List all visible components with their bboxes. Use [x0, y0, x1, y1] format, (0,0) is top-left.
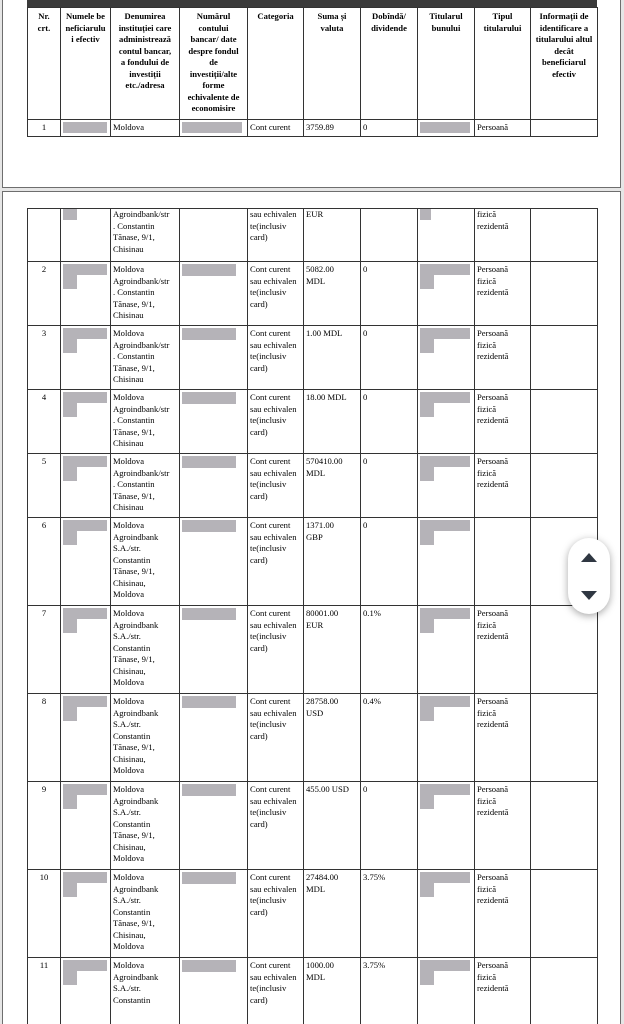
cell-nr: [28, 209, 61, 262]
redaction-block: [63, 784, 107, 795]
redaction-block: [420, 619, 434, 633]
table-row-continued: [28, 209, 598, 262]
cell-category: Cont curent sau echivalen te(inclusiv card): [248, 262, 304, 326]
redaction-block: [182, 392, 236, 404]
cell-nr: 10: [28, 870, 61, 958]
cell-account-redacted: [180, 606, 248, 694]
cell-institution: Moldova Agroindbank S.A./str. Constantin Tănase, 9/1, Chisinau, Moldova: [111, 606, 180, 694]
cell-account-redacted: [180, 209, 248, 262]
table-row: [28, 518, 598, 606]
redaction-block: [182, 608, 236, 620]
cell-sum: 1.00 MDL: [304, 326, 361, 390]
cell-holder-type: Persoană fizică rezidentă: [475, 262, 531, 326]
cell-beneficiary-redacted: [61, 454, 111, 518]
redaction-block: [63, 339, 77, 353]
redaction-block: [63, 619, 77, 633]
cell-beneficiary-redacted: [61, 390, 111, 454]
cell-holder-type: Persoană fizică rezidentă: [475, 958, 531, 1024]
redaction-block: [182, 784, 236, 796]
redaction-block: [420, 264, 470, 275]
redaction-block: [420, 328, 470, 339]
header-sum: Suma și valuta: [304, 8, 361, 120]
cell-interest: 0: [361, 782, 418, 870]
table-row: [28, 326, 598, 390]
cell-category: Cont curent: [248, 120, 304, 137]
cell-nr: 7: [28, 606, 61, 694]
redaction-block: [182, 960, 236, 972]
redaction-block: [420, 872, 470, 883]
cell-account-redacted: [180, 454, 248, 518]
redaction-block: [63, 456, 107, 467]
redaction-block: [420, 883, 434, 897]
redaction-block: [182, 122, 242, 133]
cell-institution: Moldova Agroindbank S.A./str. Constantin Tănase, 9/1, Chisinau, Moldova: [111, 782, 180, 870]
cell-sum: 1371.00 GBP: [304, 518, 361, 606]
cell-interest: 3.75%: [361, 958, 418, 1024]
cell-account-redacted: [180, 694, 248, 782]
cell-account-redacted: [180, 326, 248, 390]
table-row: [28, 262, 598, 326]
table-row: [28, 454, 598, 518]
redaction-block: [182, 872, 236, 884]
cell-holder-type: Persoană fizică rezidentă: [475, 606, 531, 694]
cell-interest: 0: [361, 326, 418, 390]
cell-sum: 80001.00 EUR: [304, 606, 361, 694]
document-page-1: [2, 0, 621, 188]
cell-beneficiary-redacted: [61, 120, 111, 137]
cell-holder-redacted: [418, 326, 475, 390]
cell-nr: 2: [28, 262, 61, 326]
header-institution: Denumirea instituției care administrează contul bancar, a fondului de investiții etc./adresa: [111, 8, 180, 120]
cell-sum: 3759.89: [304, 120, 361, 137]
cell-holder-redacted: [418, 209, 475, 262]
cell-institution: Moldova Agroindbank S.A./str. Constantin Tănase, 9/1, Chisinau, Moldova: [111, 518, 180, 606]
cell-account-redacted: [180, 120, 248, 137]
header-interest: Dobîndă/ dividende: [361, 8, 418, 120]
cell-beneficiary-redacted: [61, 326, 111, 390]
redaction-block: [182, 456, 236, 468]
cell-category: Cont curent sau echivalen te(inclusiv card): [248, 606, 304, 694]
cell-interest: 0: [361, 454, 418, 518]
redaction-block: [420, 467, 434, 481]
cell-holder-redacted: [418, 958, 475, 1024]
redaction-block: [420, 795, 434, 809]
cell-nr: 11: [28, 958, 61, 1024]
cell-beneficiary-redacted: [61, 209, 111, 262]
cell-nr: 4: [28, 390, 61, 454]
cell-sum: 570410.00 MDL: [304, 454, 361, 518]
cell-beneficiary-redacted: [61, 606, 111, 694]
cell-institution: Moldova Agroindbank/str . Constantin Tănase, 9/1, Chisinau: [111, 326, 180, 390]
cell-beneficiary-redacted: [61, 958, 111, 1024]
cell-institution: Moldova Agroindbank S.A./str. Constantin Tănase, 9/1, Chisinau, Moldova: [111, 870, 180, 958]
header-account: Numărul contului bancar/ date despre fondul de investiții/alte forme echivalente de economisire: [180, 8, 248, 120]
cell-sum: 1000.00 MDL: [304, 958, 361, 1024]
cell-institution: Moldova Agroindbank/str . Constantin Tănase, 9/1, Chisinau: [111, 262, 180, 326]
header-nr: Nr. crt.: [28, 8, 61, 120]
cell-institution: Agroindbank/str . Constantin Tănase, 9/1, Chisinau: [111, 209, 180, 262]
cell-account-redacted: [180, 870, 248, 958]
cell-interest: 3.75%: [361, 870, 418, 958]
scroll-down-button[interactable]: [568, 576, 610, 614]
table-row: [28, 120, 598, 137]
cell-sum: 27484.00 MDL: [304, 870, 361, 958]
cell-category: Cont curent sau echivalen te(inclusiv card): [248, 870, 304, 958]
cell-beneficiary-redacted: [61, 518, 111, 606]
cell-interest: 0.4%: [361, 694, 418, 782]
redaction-block: [63, 467, 77, 481]
table-row: [28, 958, 598, 1024]
cell-sum: 28758.00 USD: [304, 694, 361, 782]
table-header-row: [28, 8, 598, 120]
redaction-block: [63, 264, 107, 275]
cell-info: [531, 262, 598, 326]
cell-account-redacted: [180, 390, 248, 454]
cell-nr: 8: [28, 694, 61, 782]
cell-sum: 455.00 USD: [304, 782, 361, 870]
cell-holder-type: Persoană fizică rezidentă: [475, 870, 531, 958]
redaction-block: [420, 339, 434, 353]
redaction-block: [63, 795, 77, 809]
cell-institution: Moldova Agroindbank/str . Constantin Tănase, 9/1, Chisinau: [111, 390, 180, 454]
cell-category: Cont curent sau echivalen te(inclusiv card): [248, 390, 304, 454]
cell-holder-type: Persoană fizică rezidentă: [475, 326, 531, 390]
table-row: [28, 694, 598, 782]
redaction-block: [63, 531, 77, 545]
redaction-block: [63, 960, 107, 971]
cell-holder-redacted: [418, 518, 475, 606]
cell-institution: Moldova: [111, 120, 180, 137]
cell-institution: Moldova Agroindbank/str . Constantin Tănase, 9/1, Chisinau: [111, 454, 180, 518]
cell-sum: EUR: [304, 209, 361, 262]
redaction-block: [420, 275, 434, 289]
cell-interest: 0.1%: [361, 606, 418, 694]
cell-info: [531, 326, 598, 390]
declaration-table: [27, 208, 598, 1024]
redaction-block: [420, 608, 470, 619]
cell-nr: 3: [28, 326, 61, 390]
header-info: Informații de identificare a titularului altul decât beneficiarul efectiv: [531, 8, 598, 120]
redaction-block: [63, 392, 107, 403]
cell-holder-redacted: [418, 454, 475, 518]
cell-category: Cont curent sau echivalen te(inclusiv card): [248, 518, 304, 606]
cell-beneficiary-redacted: [61, 782, 111, 870]
document-page-2: [2, 191, 621, 1024]
table-row: [28, 606, 598, 694]
cell-category: Cont curent sau echivalen te(inclusiv card): [248, 454, 304, 518]
cell-info: [531, 390, 598, 454]
cell-beneficiary-redacted: [61, 694, 111, 782]
redaction-block: [63, 403, 77, 417]
cell-holder-type: fizică rezidentă: [475, 209, 531, 262]
triangle-down-icon: [581, 591, 597, 600]
table-row: [28, 782, 598, 870]
redaction-block: [420, 403, 434, 417]
cell-holder-redacted: [418, 782, 475, 870]
cell-holder-redacted: [418, 694, 475, 782]
cell-info: [531, 606, 598, 694]
redaction-block: [63, 608, 107, 619]
cell-interest: [361, 209, 418, 262]
cell-info: [531, 454, 598, 518]
cell-interest: 0: [361, 390, 418, 454]
redaction-block: [63, 971, 77, 985]
redaction-block: [420, 971, 434, 985]
cell-holder-type: Persoană: [475, 120, 531, 137]
redaction-block: [420, 209, 431, 220]
cell-holder-type: Persoană fizică rezidentă: [475, 694, 531, 782]
cell-interest: 0: [361, 120, 418, 137]
redaction-block: [420, 784, 470, 795]
cell-holder-type: Persoană fizică rezidentă: [475, 782, 531, 870]
cell-category: Cont curent sau echivalen te(inclusiv card): [248, 782, 304, 870]
redaction-block: [420, 520, 470, 531]
redaction-block: [420, 960, 470, 971]
redaction-block: [63, 328, 107, 339]
cell-institution: Moldova Agroindbank S.A./str. Constantin: [111, 958, 180, 1024]
redaction-block: [420, 531, 434, 545]
cell-info: [531, 958, 598, 1024]
redaction-block: [182, 520, 236, 532]
cell-info: [531, 209, 598, 262]
redaction-block: [63, 275, 77, 289]
cell-nr: 5: [28, 454, 61, 518]
cell-nr: 9: [28, 782, 61, 870]
cell-holder-redacted: [418, 262, 475, 326]
cell-nr: 6: [28, 518, 61, 606]
redaction-block: [182, 696, 236, 708]
cell-beneficiary-redacted: [61, 870, 111, 958]
header-holder-type: Tipul titularului: [475, 8, 531, 120]
cell-holder-redacted: [418, 606, 475, 694]
triangle-up-icon: [581, 553, 597, 562]
cell-holder-type: Persoană fizică rezidentă: [475, 454, 531, 518]
redaction-block: [420, 456, 470, 467]
table-row: [28, 870, 598, 958]
scroll-up-button[interactable]: [568, 538, 610, 576]
redaction-block: [420, 707, 434, 721]
cell-info: [531, 120, 598, 137]
page-navigation: [568, 538, 610, 614]
cell-account-redacted: [180, 958, 248, 1024]
cell-sum: 18.00 MDL: [304, 390, 361, 454]
cell-account-redacted: [180, 518, 248, 606]
cell-holder-type: [475, 518, 531, 606]
redaction-block: [182, 328, 236, 340]
cell-category: Cont curent sau echivalen te(inclusiv card): [248, 326, 304, 390]
cell-category: Cont curent sau echivalen te(inclusiv card): [248, 958, 304, 1024]
cell-account-redacted: [180, 262, 248, 326]
cell-holder-type: Persoană fizică rezidentă: [475, 390, 531, 454]
redaction-block: [63, 707, 77, 721]
redaction-block: [63, 122, 107, 133]
redaction-block: [63, 209, 77, 220]
redaction-block: [63, 883, 77, 897]
redaction-block: [63, 696, 107, 707]
cell-interest: 0: [361, 518, 418, 606]
redaction-block: [420, 392, 470, 403]
cell-holder-redacted: [418, 390, 475, 454]
cell-interest: 0: [361, 262, 418, 326]
cell-nr: 1: [28, 120, 61, 137]
redaction-block: [182, 264, 236, 276]
redaction-block: [63, 872, 107, 883]
table-row: [28, 390, 598, 454]
redaction-block: [420, 122, 470, 133]
cell-account-redacted: [180, 782, 248, 870]
redaction-block: [63, 520, 107, 531]
header-category: Categoria: [248, 8, 304, 120]
declaration-table-header: [27, 7, 598, 137]
cell-info: [531, 782, 598, 870]
cell-info: [531, 694, 598, 782]
cell-holder-redacted: [418, 120, 475, 137]
cell-category: sau echivalen te(inclusiv card): [248, 209, 304, 262]
redaction-block: [420, 696, 470, 707]
cell-category: Cont curent sau echivalen te(inclusiv card): [248, 694, 304, 782]
header-beneficiary: Numele be neficiarulu i efectiv: [61, 8, 111, 120]
cell-beneficiary-redacted: [61, 262, 111, 326]
cell-info: [531, 870, 598, 958]
cell-institution: Moldova Agroindbank S.A./str. Constantin Tănase, 9/1, Chisinau, Moldova: [111, 694, 180, 782]
cell-holder-redacted: [418, 870, 475, 958]
header-holder: Titularul bunului: [418, 8, 475, 120]
cell-sum: 5082.00 MDL: [304, 262, 361, 326]
